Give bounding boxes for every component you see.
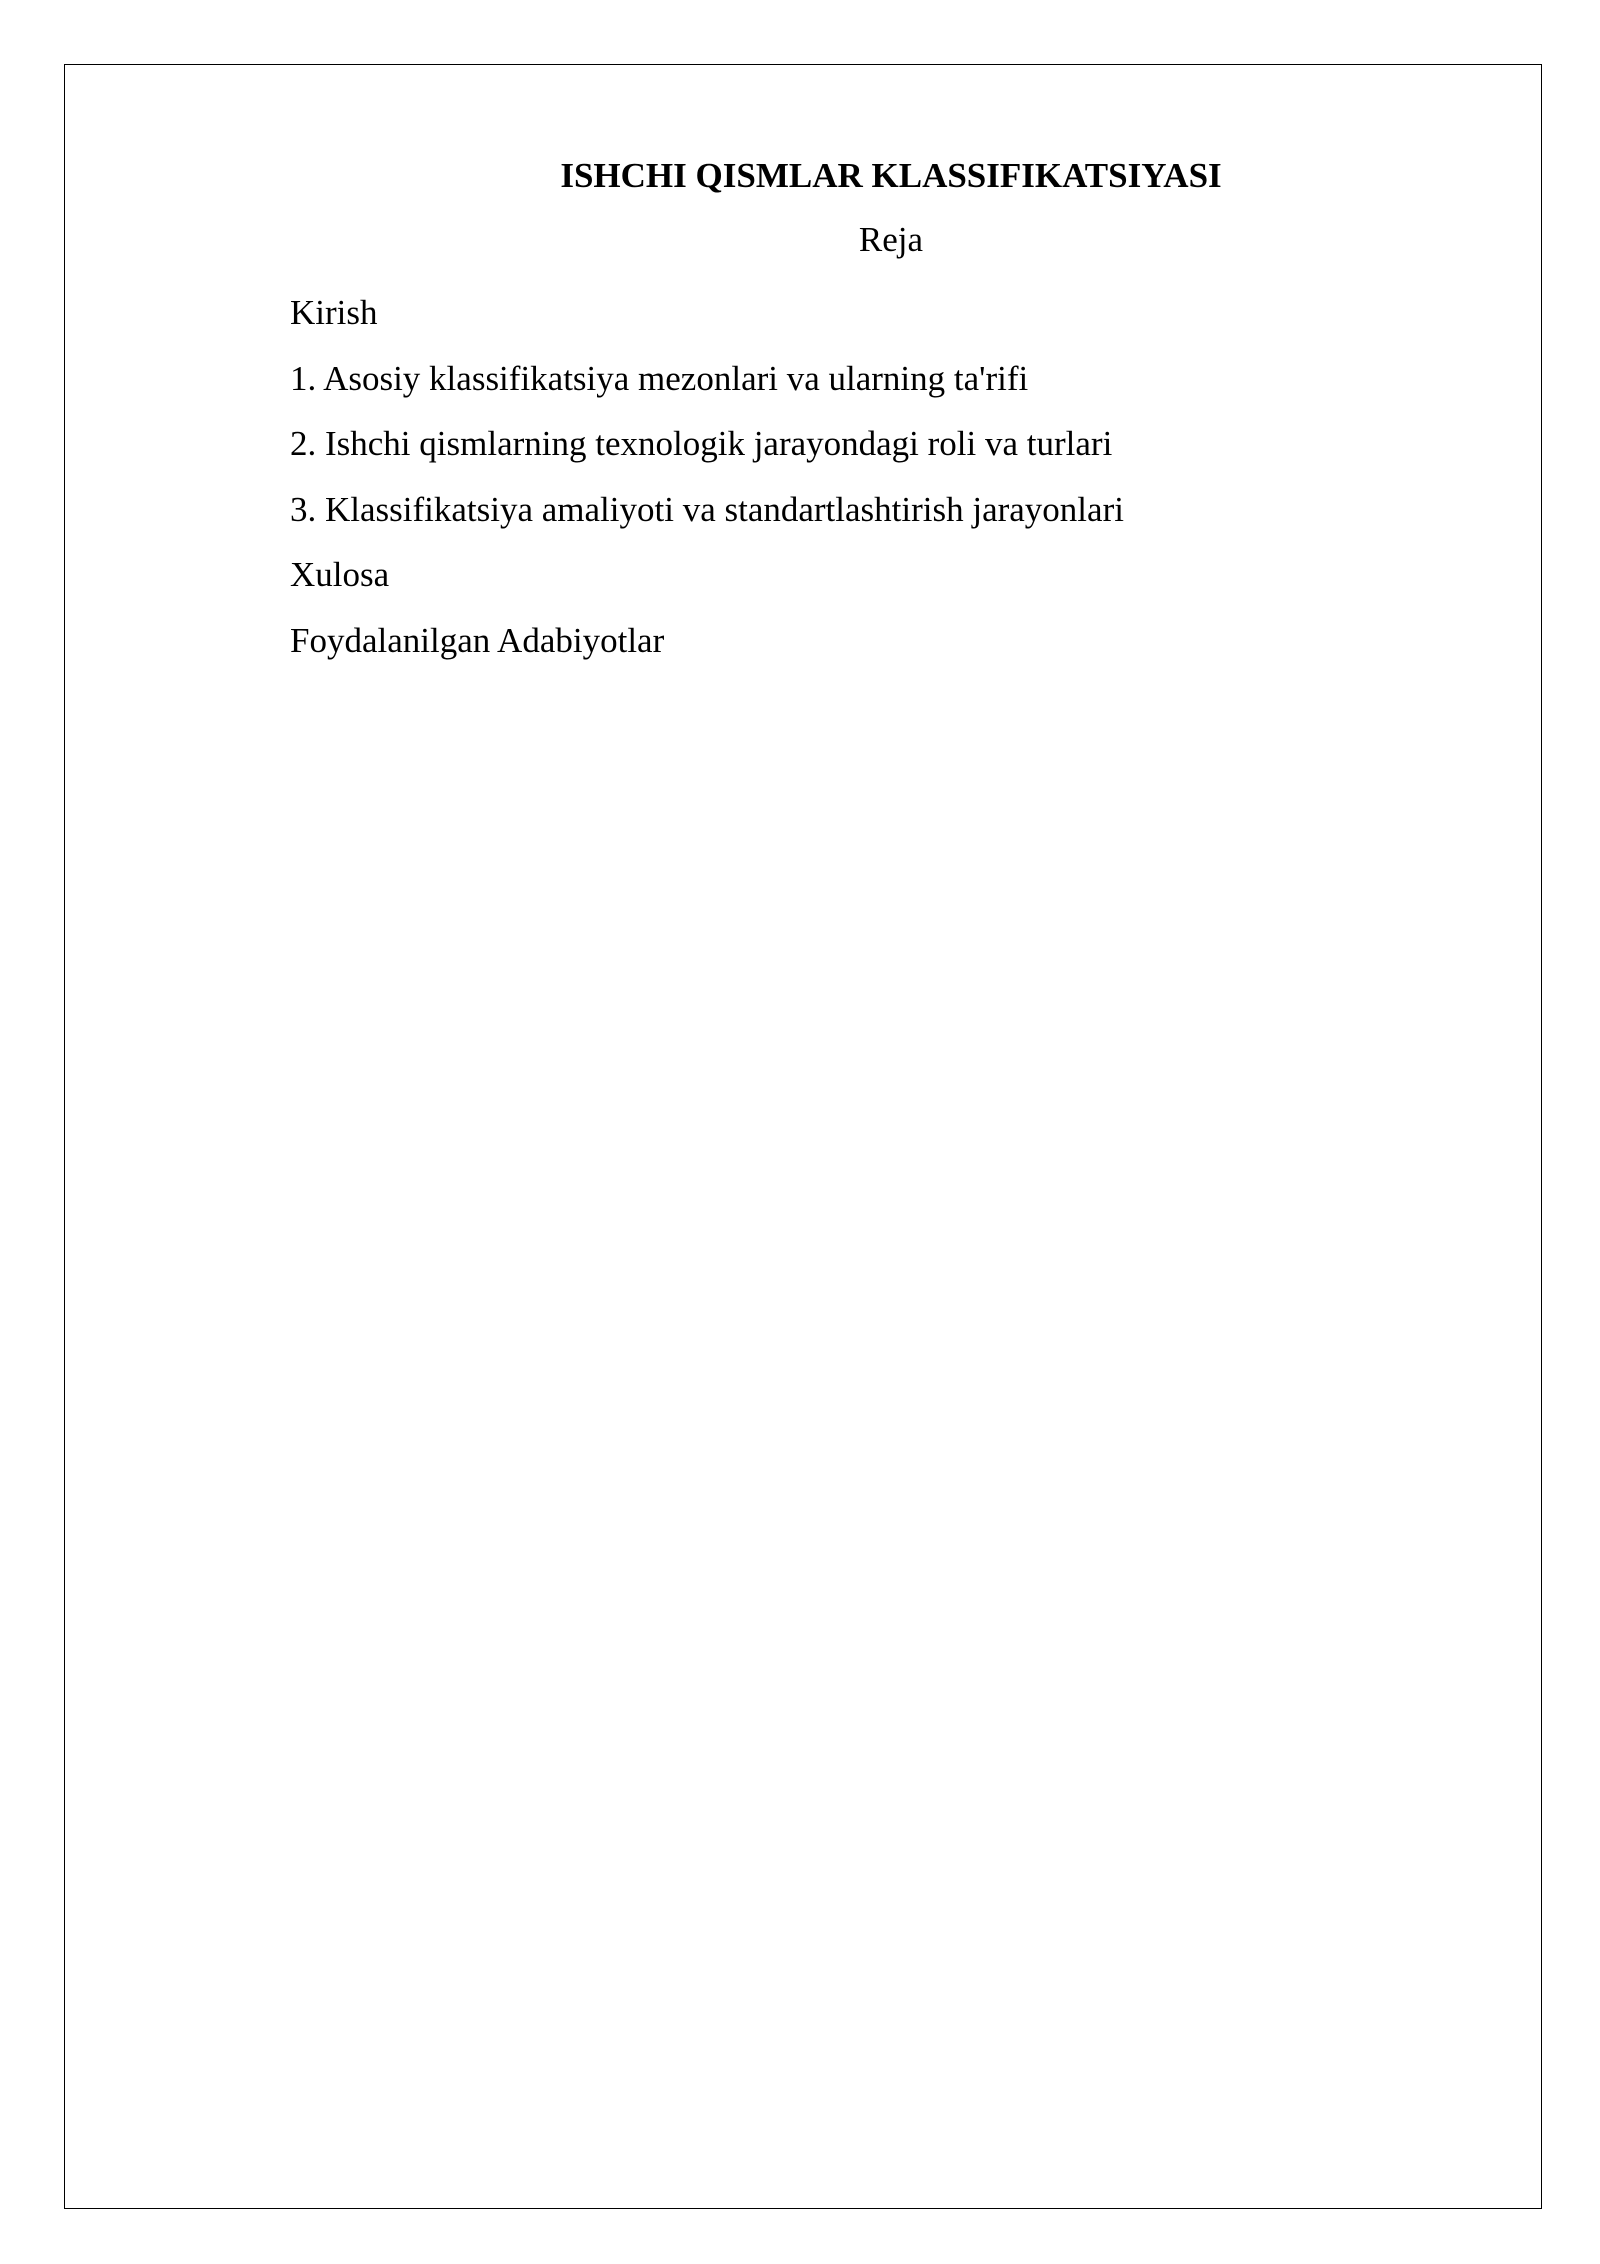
plan-item-references: Foydalanilgan Adabiyotlar — [290, 620, 665, 660]
plan-item-2: 2. Ishchi qismlarning texnologik jarayondagi roli va turlari — [290, 424, 1113, 463]
plan-list — [290, 280, 1124, 673]
plan-heading: Reja — [858, 220, 924, 259]
plan-item-conclusion: Xulosa — [290, 555, 390, 594]
document-title: ISHCHI QISMLAR KLASSIFIKATSIYASI — [560, 156, 1222, 195]
plan-item-3: 3. Klassifikatsiya amaliyoti va standartlashtirish jarayonlari — [290, 489, 1124, 529]
plan-item-introduction: Kirish — [290, 293, 378, 332]
plan-item-1: 1. Asosiy klassifikatsiya mezonlari va ularning ta'rifi — [290, 358, 1029, 398]
